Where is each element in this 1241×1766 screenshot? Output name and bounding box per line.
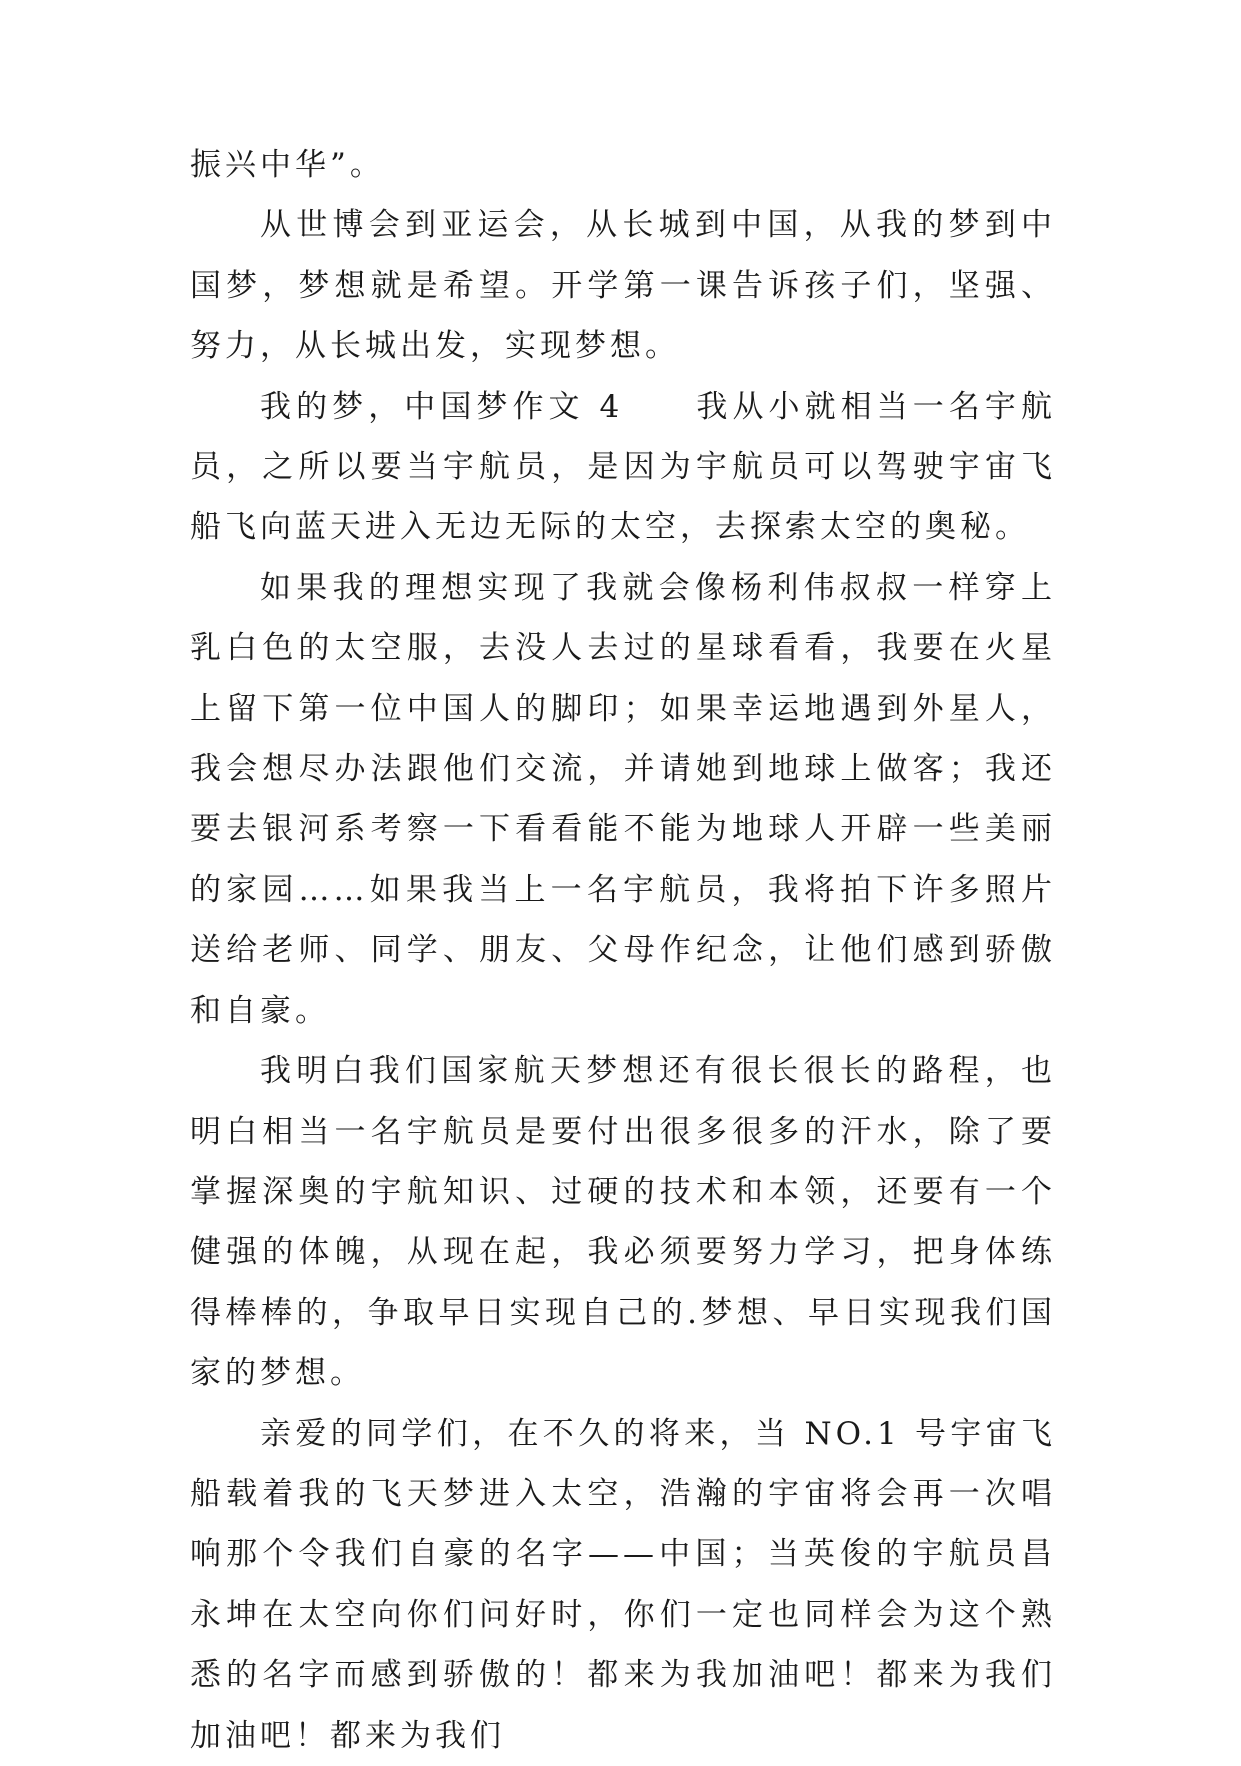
paragraph-2: 从世博会到亚运会，从长城到中国，从我的梦到中国梦，梦想就是希望。开学第一课告诉孩子们，坚强、努力，从长城出发，实现梦想。 xyxy=(190,207,1056,365)
paragraph-6: 亲爱的同学们，在不久的将来，当 NO.1 号宇宙飞船载着我的飞天梦进入太空，浩瀚的宇宙将会再一次唱响那个令我们自豪的名字——中国；当英俊的宇航员昌永坤在太空向你们问好时，你们一定也同样会为这个熟悉的名字而感到骄傲的！都来为我加油吧！都来为我们加油吧！都来为我们 xyxy=(190,1415,1056,1754)
body-text xyxy=(190,135,1056,1766)
paragraph-5: 我明白我们国家航天梦想还有很长很长的路程，也明白相当一名宇航员是要付出很多很多的汗水，除了要掌握深奥的宇航知识、过硬的技术和本领，还要有一个健强的体魄，从现在起，我必须要努力学习，把身体练得棒棒的，争取早日实现自己的.梦想、早日实现我们国家的梦想。 xyxy=(190,1053,1056,1392)
paragraph-4: 如果我的理想实现了我就会像杨利伟叔叔一样穿上乳白色的太空服，去没人去过的星球看看，我要在火星上留下第一位中国人的脚印；如果幸运地遇到外星人，我会想尽办法跟他们交流，并请她到地球上做客；我还要去银河系考察一下看看能不能为地球人开辟一些美丽的家园……如果我当上一名宇航员，我将拍下许多照片送给老师、同学、朋友、父母作纪念，让他们感到骄傲和自豪。 xyxy=(190,569,1056,1029)
paragraph-1: 振兴中华”。 xyxy=(190,147,385,183)
paragraph-3: 我的梦，中国梦作文 4 我从小就相当一名宇航员，之所以要当宇航员，是因为宇航员可以驾驶宇宙飞船飞向蓝天进入无边无际的太空，去探索太空的奥秘。 xyxy=(190,388,1056,546)
